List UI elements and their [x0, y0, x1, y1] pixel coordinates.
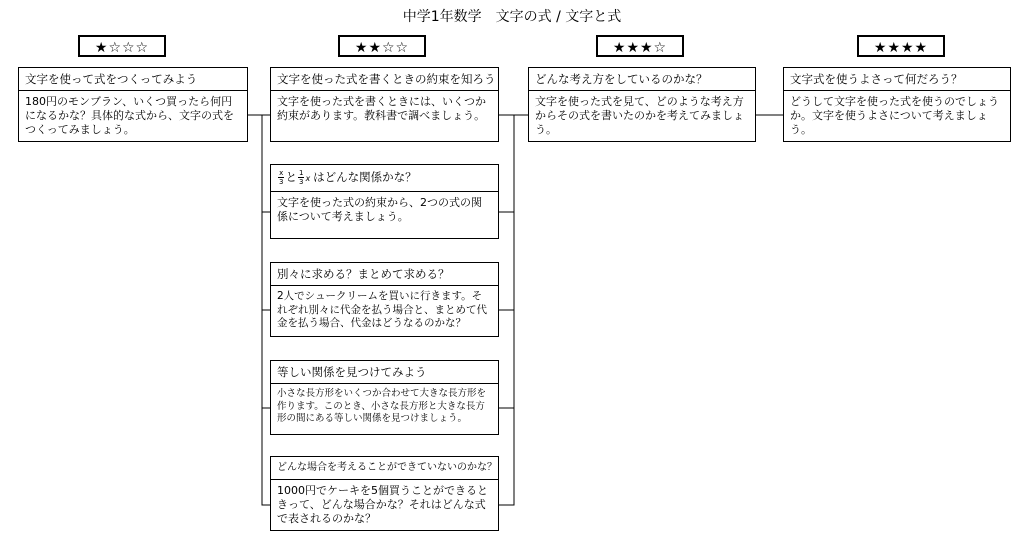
fraction-a-den: 3	[279, 178, 284, 186]
card-head: 別々に求める？まとめて求める？	[271, 263, 498, 286]
card-body: 文字を使った式を見て、どのような考え方からその式を書いたのかを考えてみましょう。	[535, 95, 744, 136]
level-4-stars: ★★★★	[857, 35, 945, 57]
card-separate-or-together	[270, 262, 499, 337]
card-equal-relation	[270, 360, 499, 435]
card-body: 文字を使った式を書くときには、いくつか約束があります。教科書で調べましょう。	[277, 95, 486, 122]
card-head: どんな考え方をしているのかな？	[529, 68, 755, 91]
level-1-stars: ★☆☆☆	[78, 35, 166, 57]
fraction-b-num: 1	[298, 169, 304, 177]
card-body: 1000円でケーキを5個買うことができるときって、どんな場合かな？それはどんな式で表されるのかな？	[277, 484, 488, 525]
head-suffix: はどんな関係かな？	[313, 170, 417, 184]
card-head: 等しい関係を見つけてみよう	[271, 361, 498, 384]
page-title: 中学1年数学 文字の式 / 文字と式	[402, 9, 622, 25]
card-head: どんな場合を考えることができていないのかな？	[271, 457, 498, 480]
card-head: 文字式を使うよさって何だろう？	[784, 68, 1010, 91]
card-head: 文字を使って式をつくってみよう	[19, 68, 247, 91]
variable-x: x	[305, 174, 311, 183]
card-body: 180円のモンブラン、いくつ買ったら何円になるかな？具体的な式から、文字の式をつくってみましょう。	[25, 95, 234, 136]
card-body: 小さな長方形をいくつか合わせて大きな長方形を作ります。このとき、小さな長方形と大きな長方形の間にある等しい関係を見つけましょう。	[277, 388, 487, 424]
card-fraction-relation	[270, 164, 499, 239]
card-make-expression	[18, 67, 248, 142]
card-body: 文字を使った式の約束から、2つの式の関係について考えましょう。	[277, 196, 482, 223]
head-mid: と	[285, 170, 297, 184]
card-head: 文字を使った式を書くときの約束を知ろう	[271, 68, 498, 91]
card-head	[271, 165, 498, 192]
card-body: 2人でシュークリームを買いに行きます。それぞれ別々に代金を払う場合と、まとめて代金を払う場合、代金はどうなるのかな？	[277, 290, 487, 329]
card-body: どうして文字を使った式を使うのでしょうか。文字を使うよさについて考えましょう。	[790, 95, 999, 136]
fraction-b	[298, 169, 304, 186]
card-missing-cases	[270, 456, 499, 531]
fraction-a-num: x	[279, 169, 284, 177]
fraction-b-den: 3	[298, 178, 304, 186]
level-3-stars: ★★★☆	[596, 35, 684, 57]
level-2-stars: ★★☆☆	[338, 35, 426, 57]
fraction-a	[278, 169, 284, 186]
card-expression-rules	[270, 67, 499, 142]
card-benefit-of-letters	[783, 67, 1011, 142]
card-way-of-thinking	[528, 67, 756, 142]
